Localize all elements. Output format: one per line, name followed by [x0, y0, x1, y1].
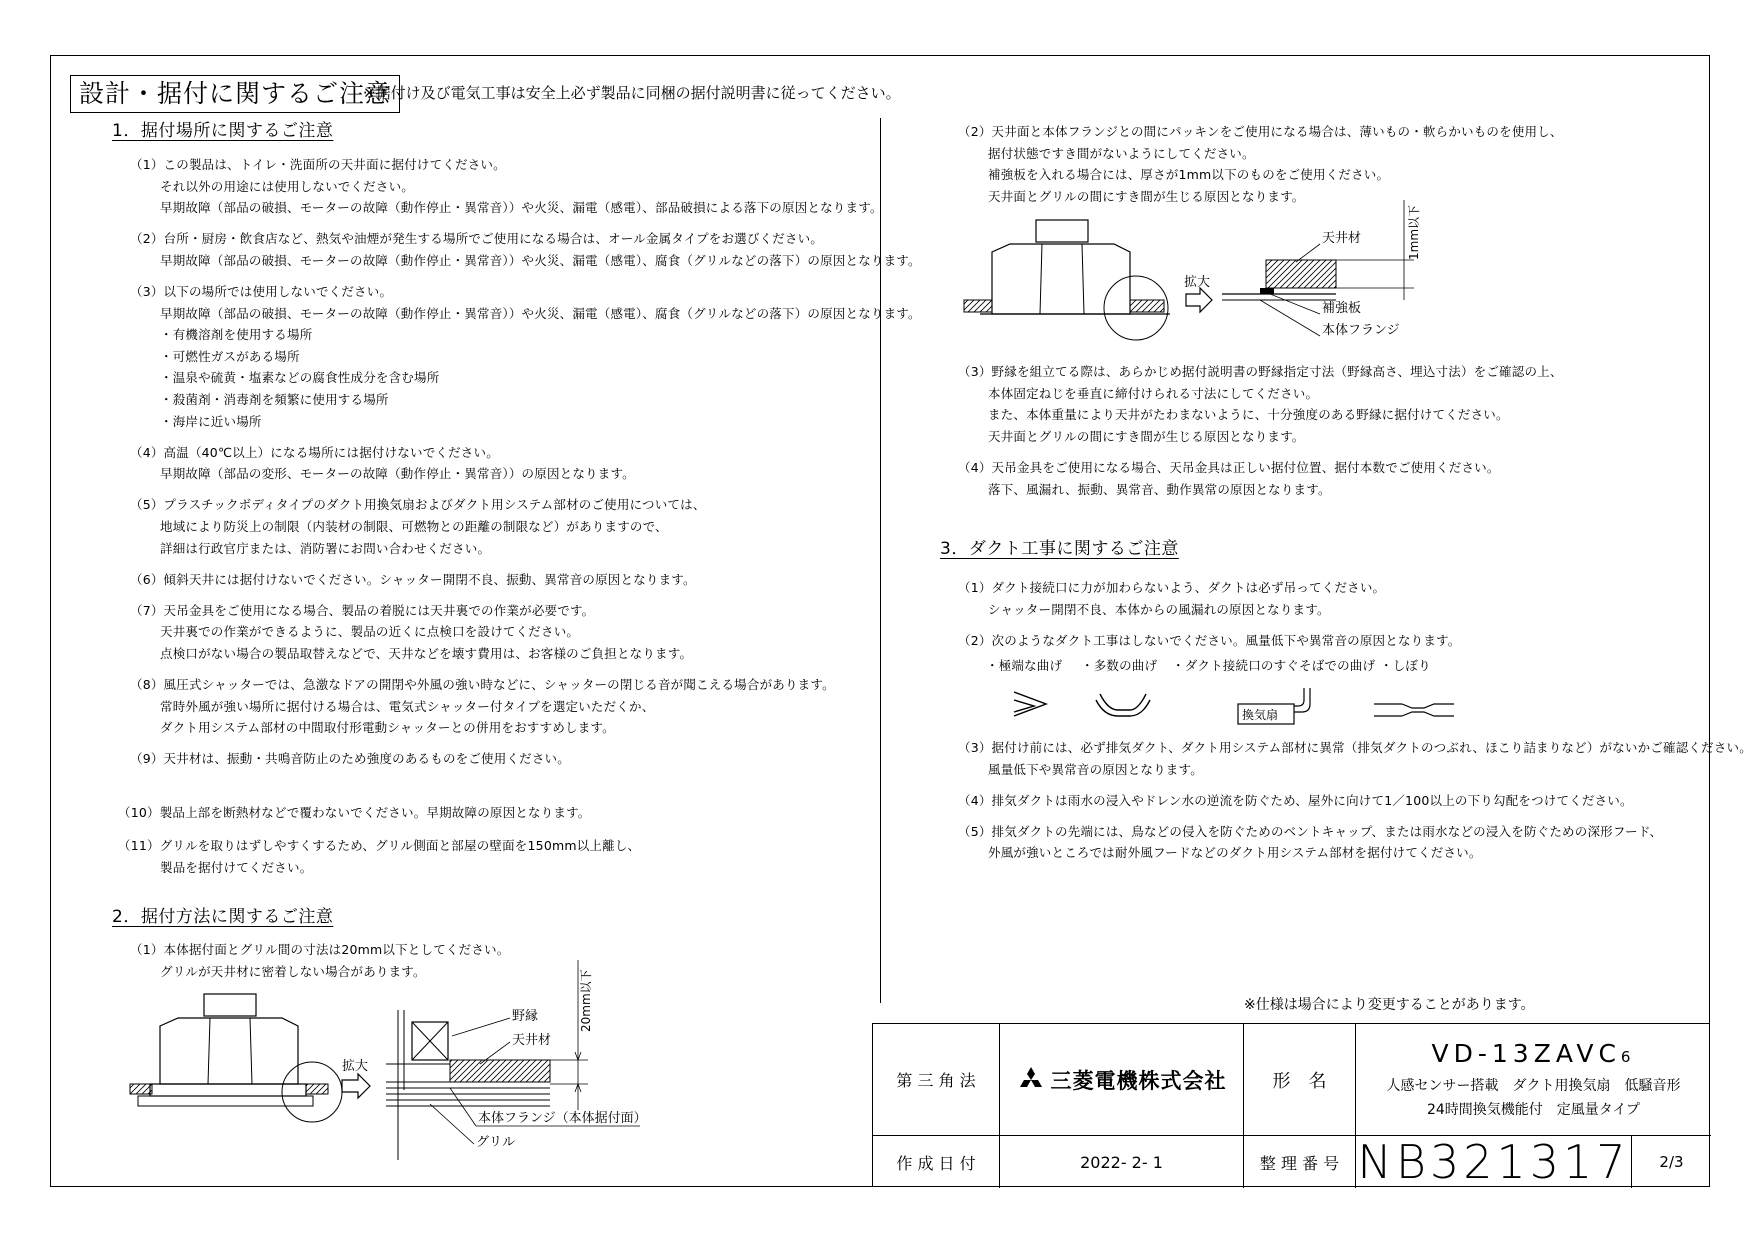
- model-cell: [1355, 1024, 1711, 1135]
- section1-item-4-line-2: 早期故障（部品の変形、モーターの故障（動作停止・異常音））の原因となります。: [160, 466, 635, 482]
- section1-item-3-line-4: ・可燃性ガスがある場所: [160, 348, 300, 364]
- section1-item-2-line-2: 早期故障（部品の破損、モーターの故障（動作停止・異常音））や火災、漏電（感電）、腐食（グリルなどの落下）の原因となります。: [160, 252, 921, 268]
- section1-item-3-line-2: 早期故障（部品の破損、モーターの故障（動作停止・異常音））や火災、漏電（感電）、腐食（グリルなどの落下）の原因となります。: [160, 305, 921, 321]
- duct-label-constriction: ・しぼり: [1380, 658, 1431, 673]
- page-title: 設計・据付に関するご注意: [70, 75, 400, 113]
- section1-item-3-line-7: ・海岸に近い場所: [160, 413, 262, 429]
- model-label: 形 名: [1243, 1024, 1355, 1135]
- section2-item-2-line-3: 補強板を入れる場合には、厚さが1mm以下のものをご使用ください。: [988, 167, 1390, 183]
- label-hokyoban: 補強板: [1322, 301, 1362, 316]
- section3-item-1-line-1: （1）ダクト接続口に力が加わらないよう、ダクトは必ず吊ってください。: [958, 580, 1386, 595]
- section1-item-5-line-1: （5）プラスチックボディタイプのダクト用換気扇およびダクト用システム部材のご使用については、: [130, 497, 706, 513]
- section3-item-1-line-2: シャッター開閉不良、本体からの風漏れの原因となります。: [988, 601, 1330, 617]
- section3-item-2-line-1: （2）次のようなダクト工事はしないでください。風量低下や異常音の原因となります。: [958, 632, 1461, 648]
- section3-item-5-line-2: 外風が強いところでは耐外風フードなどのダクト用システム部材を据付けてください。: [988, 845, 1482, 861]
- section2-item-4-line-2: 落下、風漏れ、振動、異常音、動作異常の原因となります。: [988, 481, 1331, 497]
- label-grill: グリル: [476, 1135, 516, 1150]
- section3-item-3-line-1: （3）据付け前には、必ず排気ダクト、ダクト用システム部材に異常（排気ダクトのつぶれ、ほこり詰まりなど）がないかご確認ください。: [958, 740, 1752, 755]
- section3-heading: 3．ダクト工事に関するご注意: [940, 539, 1179, 559]
- projection-method: 第 三 角 法: [896, 1071, 976, 1090]
- section3-item-5-line-1: （5）排気ダクトの先端には、鳥などの侵入を防ぐためのベントキャップ、または雨水などの浸入を防ぐための深形フード、: [958, 823, 1663, 839]
- section1-item-7-line-3: 点検口がない場合の製品取替えなどで、天井などを壊す費用は、お客様のご負担となります。: [160, 646, 693, 661]
- section1-item-8-line-2: 常時外風が強い場所に据付ける場合は、電気式シャッター付タイプを選定いただくか、: [160, 698, 655, 714]
- section1-item-2-line-1: （2）台所・厨房・飲食店など、熱気や油煙が発生する場所でご使用になる場合は、オール金属タイプをお選びください。: [130, 231, 824, 247]
- section1-heading: 1．据付場所に関するご注意: [112, 121, 334, 141]
- section1-item-1-line-3: 早期故障（部品の破損、モーターの故障（動作停止・異常音））や火災、漏電（感電）、部品破損による落下の原因となります。: [160, 200, 883, 216]
- zoom-label-1: 拡大: [342, 1059, 369, 1074]
- title-block: [872, 1023, 1710, 1187]
- label-flange-1: 本体フランジ（本体据付面）: [478, 1111, 647, 1126]
- section1-item-8-line-1: （8）風圧式シャッターでは、急激なドアの開閉や外風の強い時などに、シャッターの閉じる音が聞こえる場合があります。: [130, 677, 835, 693]
- duct-bad-examples-diagram: [1000, 682, 1460, 732]
- duct-box-label: 換気扇: [1242, 708, 1279, 722]
- label-tenjouzai-2: 天井材: [1322, 231, 1362, 246]
- dim-label-1mm: 1mm以下: [1407, 204, 1421, 260]
- section2-item-4-line-1: （4）天吊金具をご使用になる場合、天吊金具は正しい据付位置、据付本数でご使用ください。: [958, 459, 1500, 475]
- company-logo-cell: [999, 1024, 1243, 1135]
- section1-item-11-line-1: （11）グリルを取りはずしやすくするため、グリル側面と部屋の壁面を150mm以上離し、: [118, 838, 641, 853]
- section1-item-8-line-3: ダクト用システム部材の中間取付形電動シャッターとの併用をおすすめします。: [160, 720, 615, 736]
- section2-item-3-line-4: 天井面とグリルの間にすき間が生じる原因となります。: [988, 428, 1305, 444]
- reinforcement-plate-diagram: [960, 200, 1460, 350]
- section1-item-10-line-1: （10）製品上部を断熱材などで覆わないでください。早期故障の原因となります。: [118, 805, 591, 820]
- dim-label-20mm: 20mm以下: [579, 969, 593, 1032]
- section2-item-2-line-1: （2）天井面と本体フランジとの間にパッキンをご使用になる場合は、薄いもの・軟らかいものを使用し、: [958, 124, 1563, 139]
- section1-item-4-line-1: （4）高温（40℃以上）になる場所には据付けないでください。: [130, 444, 499, 460]
- creation-date: 2022- 2- 1: [999, 1135, 1243, 1188]
- label-nobuchi: 野縁: [512, 1009, 539, 1024]
- installation-notice: ※据付け及び電気工事は安全上必ず製品に同梱の据付説明書に従ってください。: [363, 84, 901, 102]
- flange-gap-diagram: [120, 960, 680, 1160]
- duct-label-bend-near-outlet: ・ダクト接続口のすぐそばでの曲げ: [1172, 658, 1376, 673]
- section1-item-1-line-2: それ以外の用途には使用しないでください。: [160, 178, 415, 194]
- spec-change-note: ※仕様は場合により変更することがあります。: [1244, 997, 1535, 1013]
- model-number: VD-13ZAVC: [1431, 1039, 1621, 1068]
- document-number: NB321317: [1355, 1135, 1631, 1188]
- section2-heading: 2．据付方法に関するご注意: [112, 907, 334, 927]
- label-flange-2: 本体フランジ: [1322, 323, 1400, 338]
- section3-item-4-line-1: （4）排気ダクトは雨水の浸入やドレン水の逆流を防ぐため、屋外に向けて1／100以上の下り勾配をつけてください。: [958, 792, 1633, 808]
- model-suffix: 6: [1620, 1048, 1636, 1066]
- section2-item-2-line-4: 天井面とグリルの間にすき間が生じる原因となります。: [988, 188, 1305, 204]
- label-tenjouzai-1: 天井材: [512, 1033, 552, 1048]
- section1-item-7-line-1: （7）天吊金具をご使用になる場合、製品の着脱には天井裏での作業が必要です。: [130, 602, 595, 618]
- section1-item-1-line-1: （1）この製品は、トイレ・洗面所の天井面に据付けてください。: [130, 157, 506, 172]
- duct-label-extreme-bend: ・極端な曲げ: [986, 658, 1063, 673]
- date-label: 作 成 日 付: [873, 1135, 999, 1188]
- section1-item-3-line-6: ・殺菌剤・消毒剤を頻繁に使用する場所: [160, 392, 389, 407]
- section2-item-3-line-2: 本体固定ねじを垂直に締付けられる寸法にしてください。: [988, 385, 1319, 401]
- model-desc-1: 人感センサー搭載 ダクト用換気扇 低騒音形: [1386, 1078, 1681, 1094]
- section2-item-1-line-1: （1）本体据付面とグリル間の寸法は20mm以下としてください。: [130, 942, 510, 957]
- page-number: 2/3: [1631, 1135, 1711, 1188]
- section1-item-3-line-1: （3）以下の場所では使用しないでください。: [130, 284, 393, 299]
- section1-item-5-line-2: 地域により防災上の制限（内装材の制限、可燃物との距離の制限など）がありますので、: [160, 519, 668, 534]
- section2-item-2-line-2: 据付状態ですき間がないようにしてください。: [988, 145, 1255, 161]
- mitsubishi-logo-icon: [1017, 1067, 1045, 1093]
- section1-item-3-line-3: ・有機溶剤を使用する場所: [160, 327, 313, 343]
- section1-item-7-line-2: 天井裏での作業ができるように、製品の近くに点検口を設けてください。: [160, 624, 580, 640]
- section1-item-6-line-1: （6）傾斜天井には据付けないでください。シャッター開閉不良、振動、異常音の原因となります。: [130, 571, 696, 587]
- section1-item-11-line-2: 製品を据付けてください。: [160, 859, 313, 875]
- section1-item-3-line-5: ・温泉や硫黄・塩素などの腐食性成分を含む場所: [160, 370, 440, 386]
- zoom-label-2: 拡大: [1184, 275, 1211, 290]
- number-label: 整 理 番 号: [1243, 1135, 1355, 1188]
- section1-item-9-line-1: （9）天井材は、振動・共鳴音防止のため強度のあるものをご使用ください。: [130, 751, 570, 767]
- duct-label-many-bends: ・多数の曲げ: [1081, 658, 1158, 673]
- section2-item-3-line-1: （3）野縁を組立てる際は、あらかじめ据付説明書の野縁指定寸法（野縁高さ、埋込寸法）をご確認の上、: [958, 364, 1563, 379]
- section2-item-1-line-2: グリルが天井材に密着しない場合があります。: [160, 963, 426, 979]
- section1-item-5-line-3: 詳細は行政官庁または、消防署にお問い合わせください。: [160, 540, 491, 556]
- model-desc-2: 24時間換気機能付 定風量タイプ: [1426, 1102, 1641, 1118]
- company-name: 三菱電機株式会社: [1050, 1068, 1227, 1093]
- section3-item-3-line-2: 風量低下や異常音の原因となります。: [988, 761, 1203, 777]
- section2-item-3-line-3: また、本体重量により天井がたわまないように、十分強度のある野縁に据付けてください。: [988, 407, 1509, 423]
